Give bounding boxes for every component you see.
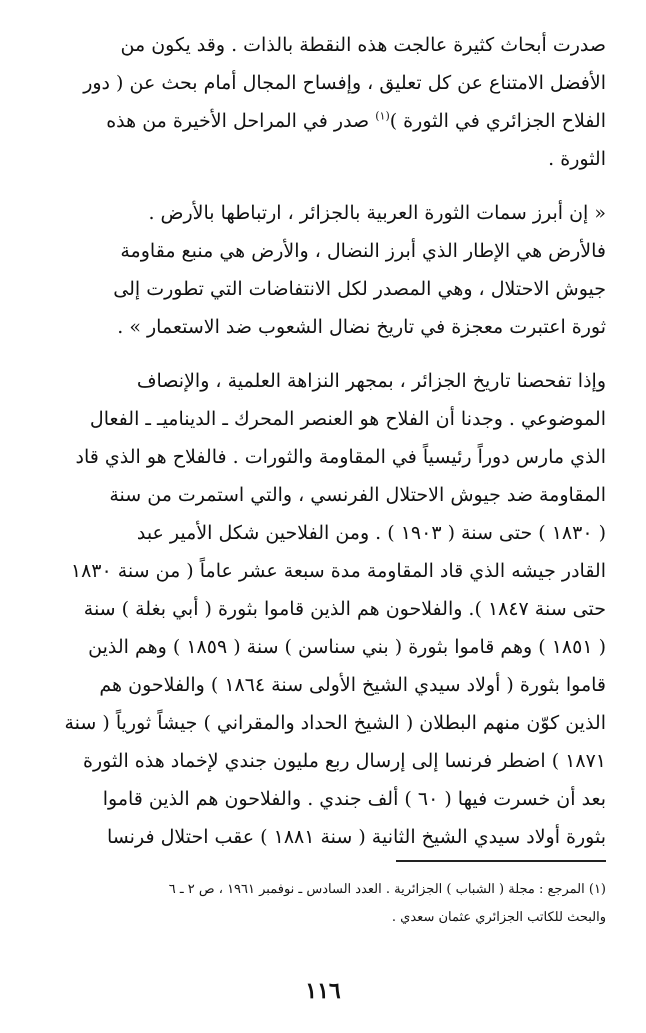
paragraph-3 — [40, 362, 606, 856]
text-line: ( ١٨٥١ ) وهم قاموا بثورة ( بني سناسن ) سنة ( ١٨٥٩ ) وهم الذين — [88, 636, 606, 658]
text-fragment: الفلاح الجزائري في الثورة ) — [389, 110, 606, 132]
footnote-line: والبحث للكاتب الجزائري عثمان سعدي . — [391, 910, 606, 925]
text-line: جيوش الاحتلال ، وهي المصدر لكل الانتفاضات التي تطورت إلى — [113, 278, 606, 300]
text-line: الموضوعي . وجدنا أن الفلاح هو العنصر المحرك ـ الديناميـ ـ الفعال — [89, 408, 606, 430]
text-line: ( ١٨٣٠ ) حتى سنة ( ١٩٠٣ ) . ومن الفلاحين شكل الأمير عبد — [136, 522, 606, 544]
page-body — [40, 26, 606, 856]
text-line: « إن أبرز سمات الثورة العربية بالجزائر ، ارتباطها بالأرض . — [148, 202, 606, 224]
text-line: الذي مارس دوراً رئيسياً في المقاومة والثورات . فالفلاح هو الذي قاد — [75, 446, 606, 468]
text-line: فالأرض هي الإطار الذي أبرز النضال ، والأرض هي منبع مقاومة — [120, 240, 606, 262]
text-line: الذين كوّن منهم البطلان ( الشيخ الحداد والمقراني ) جيشاً ثورياً ( سنة — [64, 712, 606, 734]
text-line: صدرت أبحاث كثيرة عالجت هذه النقطة بالذات . وقد يكون من — [120, 34, 606, 56]
text-line-with-footnote — [40, 102, 606, 140]
footnote-marker: (١) — [375, 109, 390, 123]
text-line: القادر جيشه الذي قاد المقاومة مدة سبعة عشر عاماً ( من سنة ١٨٣٠ — [70, 560, 606, 582]
paragraph-2-quote — [40, 194, 606, 346]
text-line: ١٨٧١ ) اضطر فرنسا إلى إرسال ربع مليون جندي لإخماد هذه الثورة — [83, 750, 606, 772]
text-fragment: صدر في المراحل الأخيرة من هذه — [106, 110, 370, 132]
text-line: بعد أن خسرت فيها ( ٦٠ ) ألف جندي . والفلاحون هم الذين قاموا — [102, 788, 606, 810]
text-line: ثورة اعتبرت معجزة في تاريخ نضال الشعوب ضد الاستعمار » . — [117, 316, 606, 338]
text-line: المقاومة ضد جيوش الاحتلال الفرنسي ، والتي استمرت من سنة — [109, 484, 606, 506]
text-line: حتى سنة ١٨٤٧ ). والفلاحون هم الذين قاموا بثورة ( أبي بغلة ) سنة — [83, 598, 606, 620]
page-number: ١١٦ — [305, 978, 341, 1004]
text-line: الأفضل الامتناع عن كل تعليق ، وإفساح المجال أمام بحث عن ( دور — [83, 72, 606, 94]
text-line: بثورة أولاد سيدي الشيخ الثانية ( سنة ١٨٨١ ) عقب احتلال فرنسا — [106, 826, 606, 848]
text-line: قاموا بثورة ( أولاد سيدي الشيخ الأولى سنة ١٨٦٤ ) والفلاحون هم — [99, 674, 606, 696]
text-line: وإذا تفحصنا تاريخ الجزائر ، بمجهر النزاهة العلمية ، والإنصاف — [136, 370, 606, 392]
paragraph-1 — [40, 26, 606, 178]
footnote-divider — [396, 860, 606, 862]
footnotes — [40, 876, 606, 932]
footnote-line: (١) المرجع : مجلة ( الشباب ) الجزائرية . العدد السادس ـ نوفمبر ١٩٦١ ، ص ٢ ـ ٦ — [168, 882, 606, 897]
text-line: الثورة . — [548, 148, 606, 170]
